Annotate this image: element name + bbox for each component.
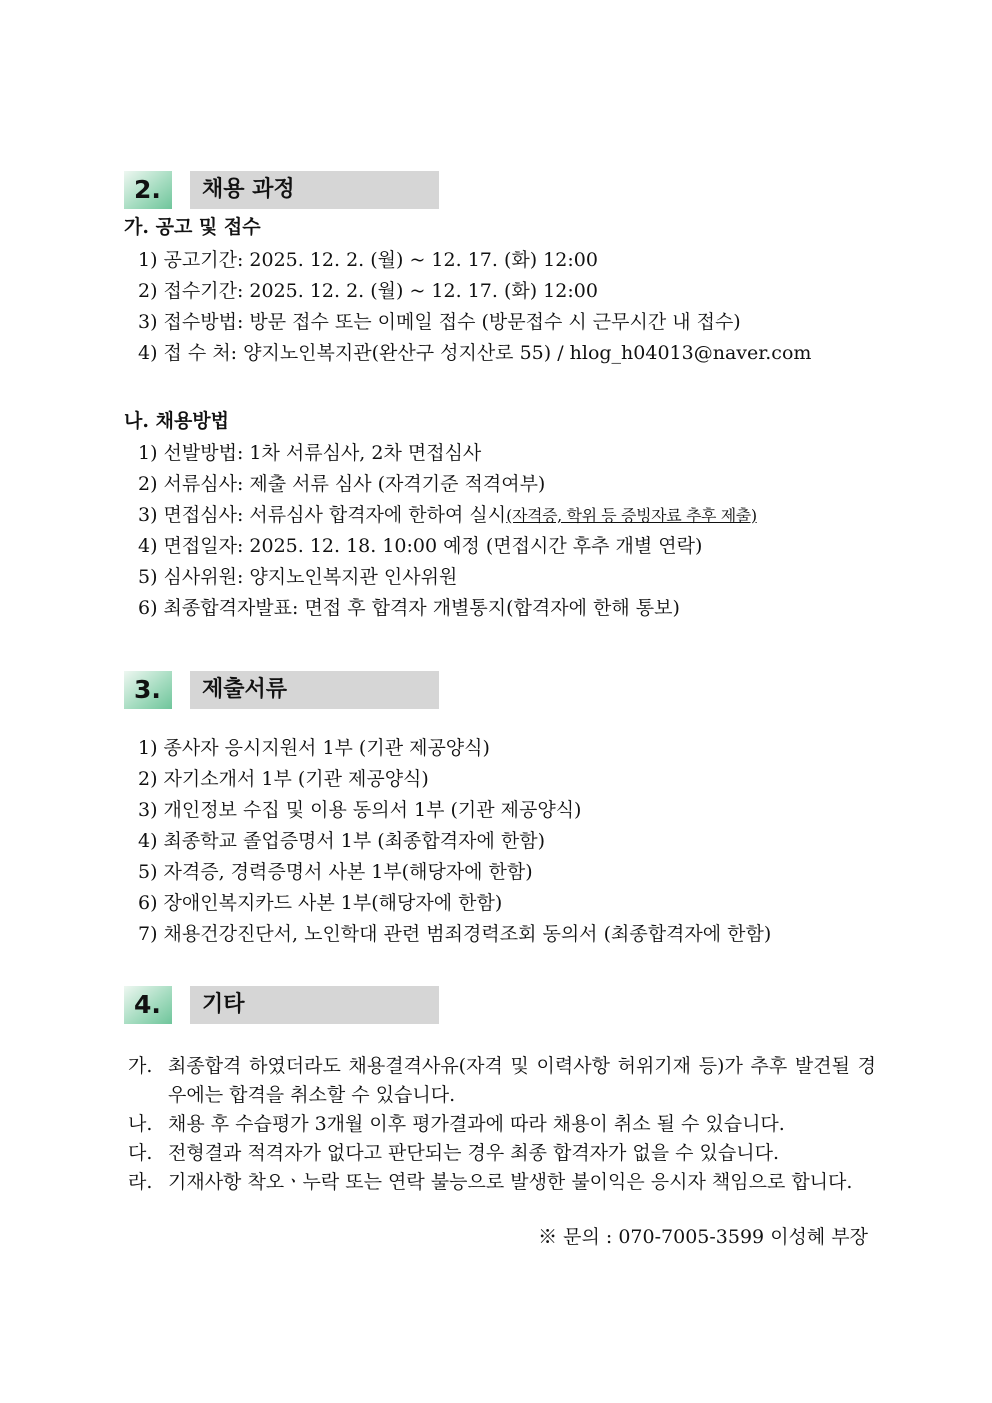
list-item: 2) 서류심사: 제출 서류 심사 (자격기준 적격여부) <box>138 473 546 495</box>
selection-method-list <box>138 438 757 624</box>
list-item: 1) 종사자 응시지원서 1부 (기관 제공양식) <box>138 737 490 759</box>
subheading-announcement: 가. 공고 및 접수 <box>124 216 261 238</box>
underlined-note: (자격증, 학위 등 증빙자료 추후 제출) <box>506 506 757 525</box>
list-item: 1) 선발방법: 1차 서류심사, 2차 면접심사 <box>138 442 482 464</box>
notes-list <box>128 1052 876 1197</box>
announcement-list <box>138 245 811 369</box>
list-item: 2) 자기소개서 1부 (기관 제공양식) <box>138 768 429 790</box>
list-item: 1) 공고기간: 2025. 12. 2. (월) ~ 12. 17. (화) 12:00 <box>138 249 598 271</box>
subheading-selection-method: 나. 채용방법 <box>124 410 229 432</box>
list-item: 4) 최종학교 졸업증명서 1부 (최종합격자에 한함) <box>138 830 545 852</box>
note-marker: 나. <box>128 1113 153 1135</box>
section-3-number: 3. <box>124 671 172 709</box>
list-item: 2) 접수기간: 2025. 12. 2. (월) ~ 12. 17. (화) 12:00 <box>138 280 598 302</box>
list-item: 4) 접 수 처: 양지노인복지관(완산구 성지산로 55) / hlog_h04013@naver.com <box>138 342 812 364</box>
note-marker: 다. <box>128 1142 153 1164</box>
note-marker: 라. <box>128 1171 153 1193</box>
note-item <box>128 1110 876 1139</box>
note-item <box>128 1052 876 1110</box>
list-item: 6) 최종합격자발표: 면접 후 합격자 개별통지(합격자에 한해 통보) <box>138 597 680 619</box>
documents-list <box>138 733 771 950</box>
list-item: 3) 개인정보 수집 및 이용 동의서 1부 (기관 제공양식) <box>138 799 582 821</box>
note-text: 최종합격 하였더라도 채용결격사유(자격 및 이력사항 허위기재 등)가 추후 발견될 경우에는 합격을 취소할 수 있습니다. <box>168 1055 876 1106</box>
section-2-number: 2. <box>124 171 172 209</box>
note-item <box>128 1139 876 1168</box>
section-3-title: 제출서류 <box>190 671 439 709</box>
section-4-number: 4. <box>124 986 172 1024</box>
note-item <box>128 1168 876 1197</box>
list-item: 4) 면접일자: 2025. 12. 18. 10:00 예정 (면접시간 후추 개별 연락) <box>138 535 703 557</box>
list-item: 3) 접수방법: 방문 접수 또는 이메일 접수 (방문접수 시 근무시간 내 접수) <box>138 311 741 333</box>
section-4-title: 기타 <box>190 986 439 1024</box>
note-text: 전형결과 적격자가 없다고 판단되는 경우 최종 합격자가 없을 수 있습니다. <box>168 1142 780 1164</box>
list-item-text: 3) 면접심사: 서류심사 합격자에 한하여 실시 <box>138 504 507 526</box>
note-marker: 가. <box>128 1055 153 1077</box>
note-text: 기재사항 착오ㆍ누락 또는 연락 불능으로 발생한 불이익은 응시자 책임으로 합니다. <box>168 1171 853 1193</box>
list-item-interview <box>138 500 757 531</box>
list-item: 6) 장애인복지카드 사본 1부(해당자에 한함) <box>138 892 503 914</box>
list-item: 7) 채용건강진단서, 노인학대 관련 범죄경력조회 동의서 (최종합격자에 한함) <box>138 923 772 945</box>
contact-info: ※ 문의 : 070-7005-3599 이성혜 부장 <box>538 1226 868 1248</box>
section-2-title: 채용 과정 <box>190 171 439 209</box>
list-item: 5) 심사위원: 양지노인복지관 인사위원 <box>138 566 458 588</box>
list-item: 5) 자격증, 경력증명서 사본 1부(해당자에 한함) <box>138 861 533 883</box>
note-text: 채용 후 수습평가 3개월 이후 평가결과에 따라 채용이 취소 될 수 있습니다. <box>168 1113 785 1135</box>
